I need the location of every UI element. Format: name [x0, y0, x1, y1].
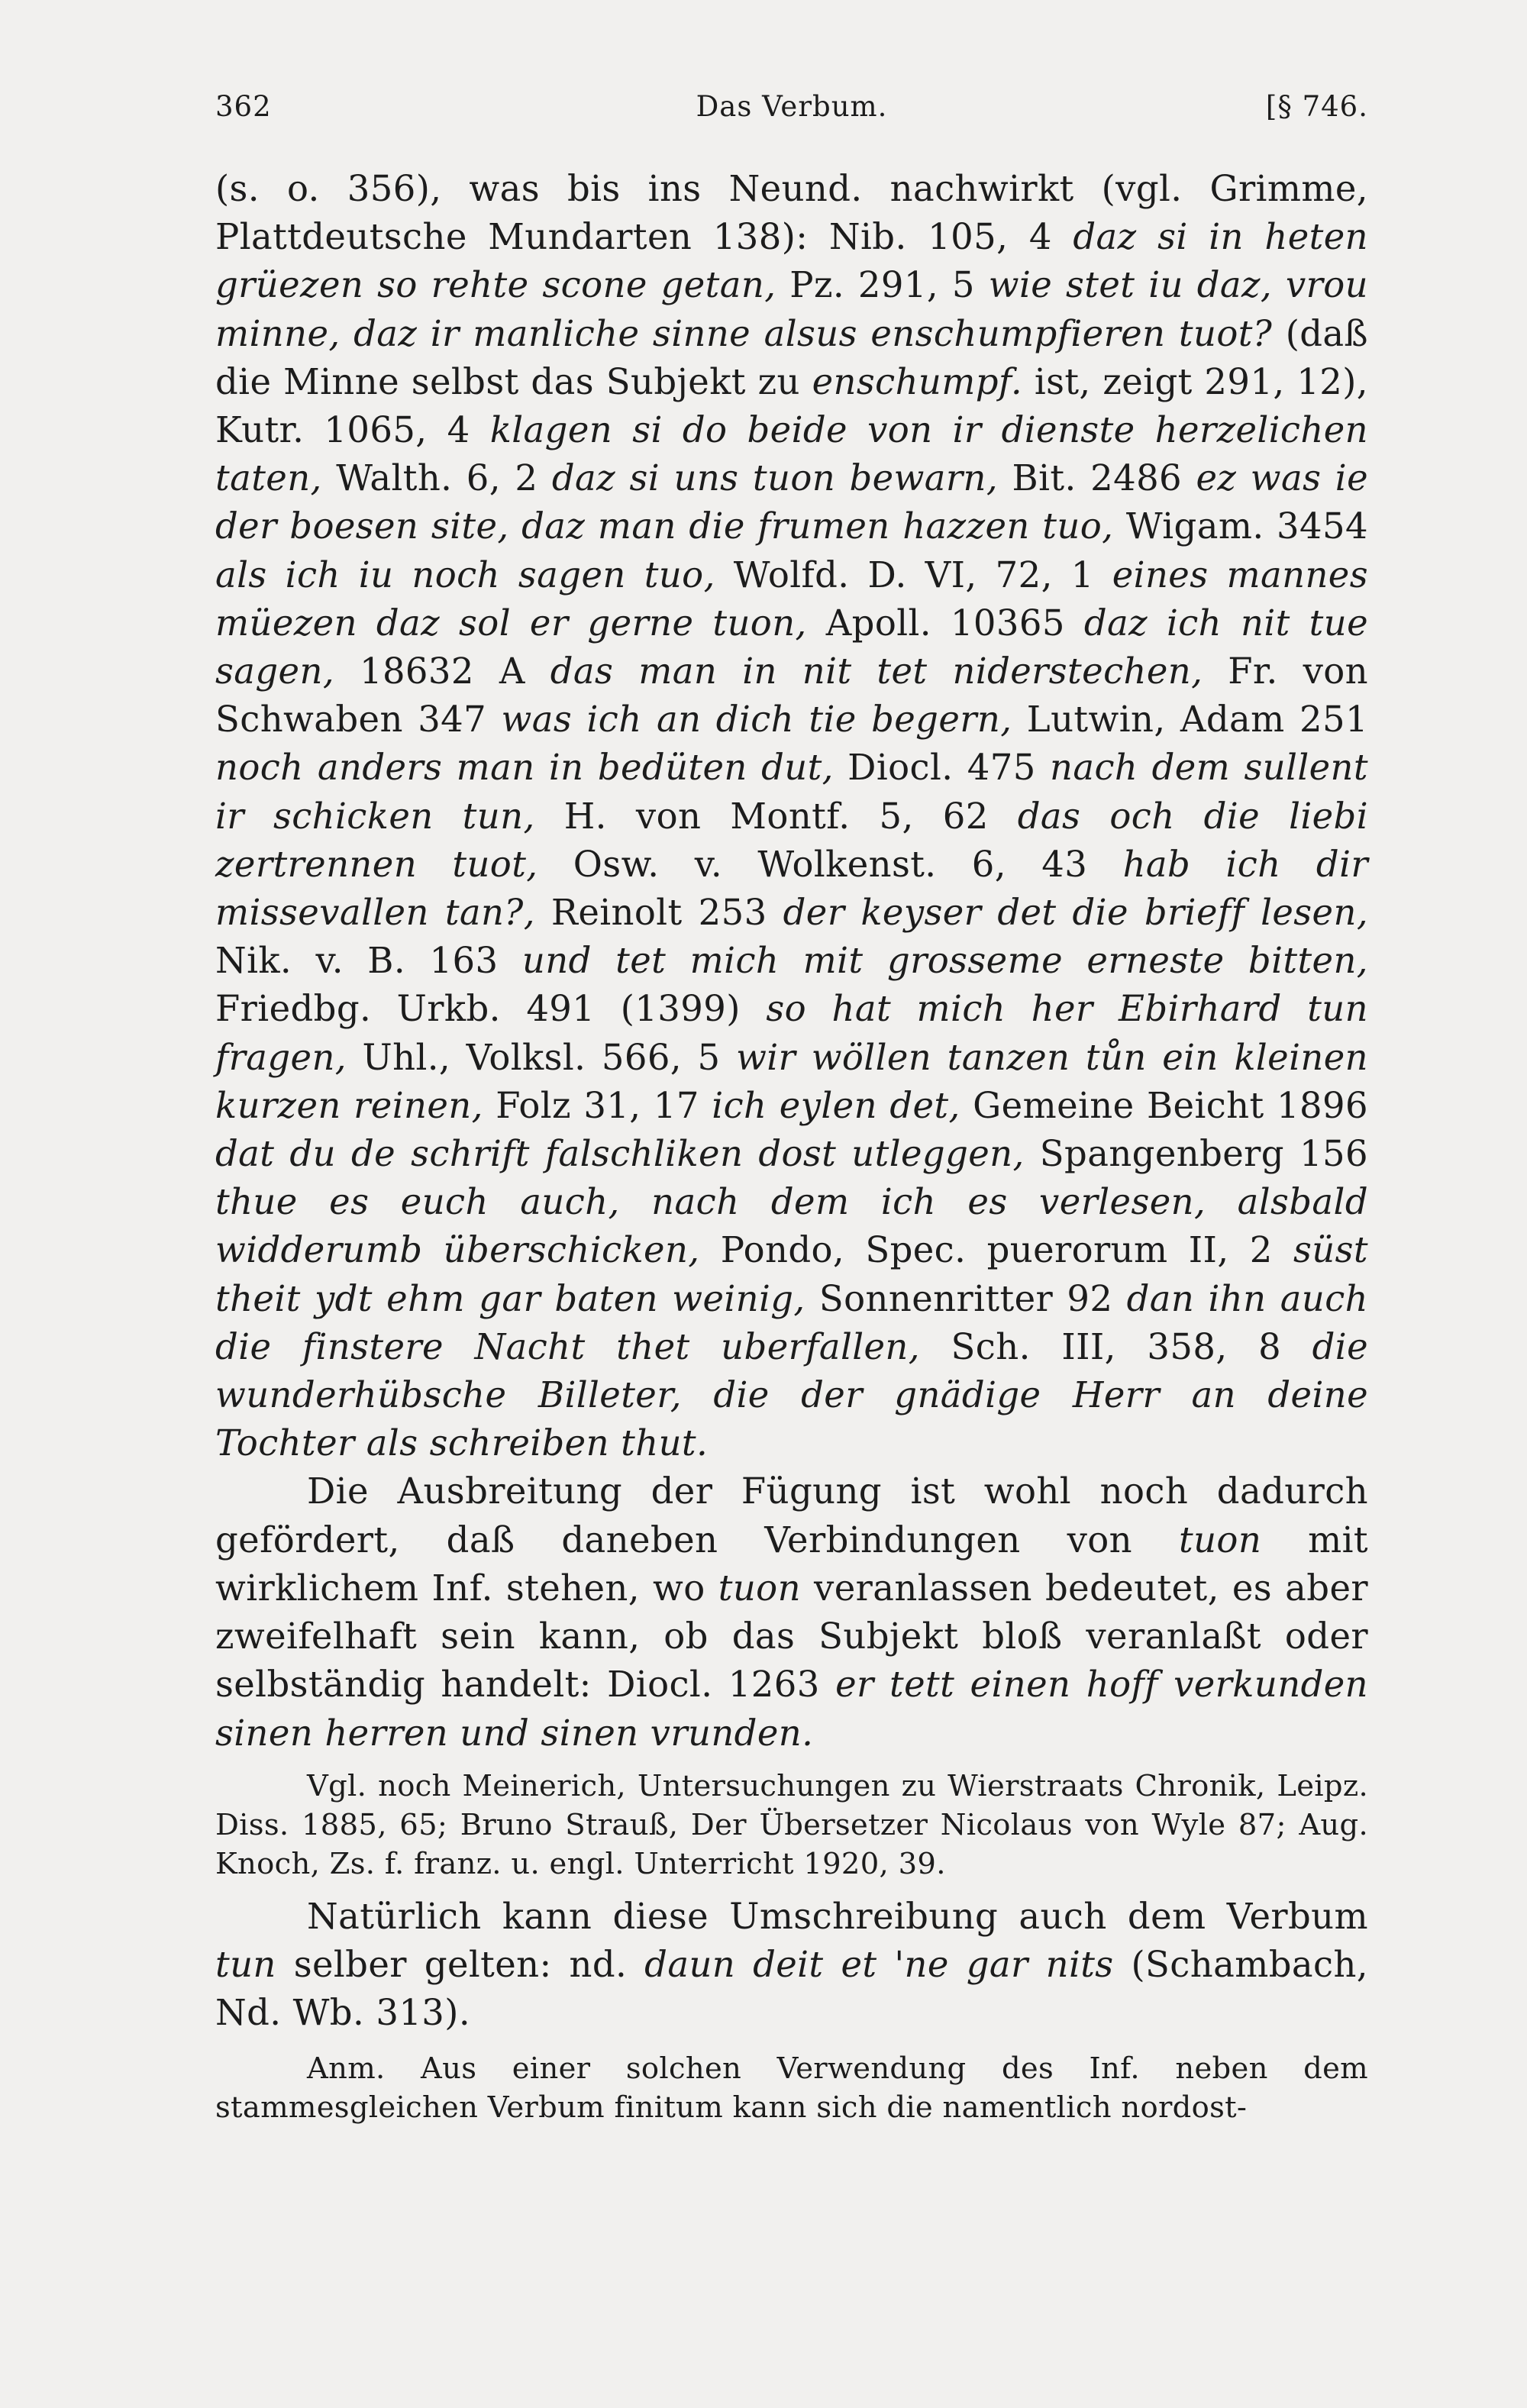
body-text	[215, 165, 1368, 2127]
text-run: Anm. Aus einer solchen Verwendung des Inf. neben dem stammesgleichen Verbum finitum kann sich die namentlich nordost-	[215, 2051, 1368, 2126]
running-header	[215, 90, 1368, 136]
text-run: Pondo, Spec. puerorum II, 2	[699, 1229, 1294, 1271]
italic-citation: das och die liebi zertrennen tuot,	[215, 795, 1368, 885]
text-run: (Schambach, Nd. Wb. 313).	[215, 1943, 1368, 2034]
italic-citation: der keyser det die brieff lesen,	[783, 892, 1369, 934]
italic-citation: ich eylen det,	[712, 1084, 960, 1126]
text-run: mit wirklichem Inf. stehen, wo	[215, 1519, 1368, 1609]
text-run: Friedbg. Urkb. 491 (1399)	[215, 988, 767, 1030]
italic-citation: nach dem sullent ir schicken tun,	[215, 747, 1368, 837]
text-run: Osw. v. Wolkenst. 6, 43	[538, 843, 1123, 885]
text-run: Vgl. noch Meinerich, Untersuchungen zu Wierstraats Chronik, Leipz. Diss. 1885, 65; Bruno Strauß, Der Übersetzer Nicolaus von Wyle 87; Aug. Knoch, Zs. f. franz. u. engl. Unterricht 1920, 39.	[215, 1768, 1368, 1881]
italic-citation: noch anders man in bedüten dut,	[215, 747, 834, 789]
text-run: Walth. 6, 2	[321, 457, 552, 499]
italic-citation: daz si uns tuon bewarn,	[551, 457, 999, 499]
italic-citation: tun	[215, 1943, 276, 1985]
text-run: Apoll. 10365	[806, 602, 1084, 644]
text-run: Wigam. 3454	[1113, 505, 1368, 547]
annotation-anm	[215, 2049, 1368, 2127]
paragraph-examples	[215, 165, 1368, 1467]
text-run: Sonnenritter 92	[805, 1277, 1127, 1319]
chapter-title: Das Verbum.	[696, 90, 888, 123]
italic-citation: daun deit et 'ne gar nits	[644, 1943, 1114, 1985]
text-run: veranlassen bedeutet, es aber zweifelhaft sein kann, ob das Subjekt bloß veranlaßt oder selbständig handelt: Diocl. 1263	[215, 1567, 1368, 1706]
paragraph-tun	[215, 1893, 1368, 2038]
text-run: Die Ausbreitung der Fügung ist wohl noch dadurch gefördert, daß daneben Verbindungen von	[215, 1470, 1368, 1561]
italic-citation: so hat mich her Ebirhard tun fragen,	[215, 988, 1368, 1078]
text-run: Wolfd. D. VI, 72, 1	[715, 554, 1112, 596]
text-run: H. von Montf. 5, 62	[534, 795, 1018, 837]
italic-citation: wir wöllen tanzen tůn ein kleinen kurzen reinen,	[215, 1036, 1368, 1126]
text-run: Spangenberg 156	[1024, 1133, 1368, 1175]
text-run: Gemeine Beicht 1896	[960, 1084, 1368, 1126]
italic-citation: klagen si do beide von ir dienste herzelichen taten,	[215, 409, 1368, 499]
text-run: (daß die Minne selbst das Subjekt zu	[215, 312, 1368, 402]
italic-citation: enschumpf.	[812, 360, 1023, 402]
italic-citation: tuon	[718, 1567, 801, 1609]
section-number: [§ 746.	[1265, 90, 1368, 123]
italic-citation: und tet mich mit grosseme erneste bitten,	[521, 940, 1368, 982]
text-run: Reinolt 253	[534, 892, 783, 934]
italic-citation: thue es euch auch, nach dem ich es verlesen, alsbald widderumb überschicken,	[215, 1181, 1368, 1271]
italic-citation: das man in nit tet niderstechen,	[550, 650, 1203, 692]
italic-citation: hab ich dir missevallen tan?,	[215, 843, 1368, 934]
italic-citation: ez was ie der boesen site, daz man die frumen hazzen tuo,	[215, 457, 1368, 547]
paragraph-spread	[215, 1467, 1368, 1757]
page-number: 362	[215, 90, 272, 123]
italic-citation: eines mannes müezen daz sol er gerne tuon,	[215, 554, 1368, 644]
italic-citation: süst theit ydt ehm gar baten weinig,	[215, 1229, 1368, 1319]
italic-citation: daz si in heten grüezen so rehte scone getan,	[215, 216, 1368, 306]
italic-citation: dan ihn auch die finstere Nacht thet uberfallen,	[215, 1277, 1368, 1367]
text-run: Bit. 2486	[998, 457, 1196, 499]
italic-citation: tuon	[1178, 1519, 1262, 1561]
text-run: Lutwin, Adam 251	[1012, 699, 1368, 741]
italic-citation: daz ich nit tue sagen,	[215, 602, 1369, 692]
text-run: selber gelten: nd.	[276, 1943, 645, 1985]
text-run: (s. o. 356), was bis ins Neund. nachwirkt (vgl. Grimme, Plattdeutsche Mundarten 138): Nib. 105, 4	[215, 168, 1368, 258]
italic-citation: was ich an dich tie begern,	[501, 699, 1012, 741]
text-run: Folz 31, 17	[483, 1084, 712, 1126]
text-run: Diocl. 475	[833, 747, 1051, 789]
text-run: Natürlich kann diese Umschreibung auch dem Verbum	[307, 1895, 1368, 1937]
text-run: Pz. 291, 5	[776, 264, 989, 306]
italic-citation: die wunderhübsche Billeter, die der gnädige Herr an deine Tochter als schreiben thut.	[215, 1325, 1368, 1464]
text-run: Nik. v. B. 163	[215, 940, 522, 982]
text-run: Sch. III, 358, 8	[919, 1325, 1312, 1367]
text-run: Uhl., Volksl. 566, 5	[346, 1036, 737, 1078]
footnote-references	[215, 1767, 1368, 1883]
italic-citation: er tett einen hoff verkunden sinen herren und sinen vrunden.	[215, 1664, 1369, 1754]
text-run: Fr. von Schwaben 347	[215, 650, 1368, 741]
italic-citation: dat du de schrift falschliken dost utleggen,	[215, 1133, 1025, 1175]
italic-citation: als ich iu noch sagen tuo,	[215, 554, 715, 596]
text-run: ist, zeigt 291, 12), Kutr. 1065, 4	[215, 360, 1368, 451]
italic-citation: wie stet iu daz, vrou minne, daz ir manliche sinne alsus enschumpfieren tuot?	[215, 264, 1368, 354]
text-run: 18632 A	[334, 650, 550, 692]
